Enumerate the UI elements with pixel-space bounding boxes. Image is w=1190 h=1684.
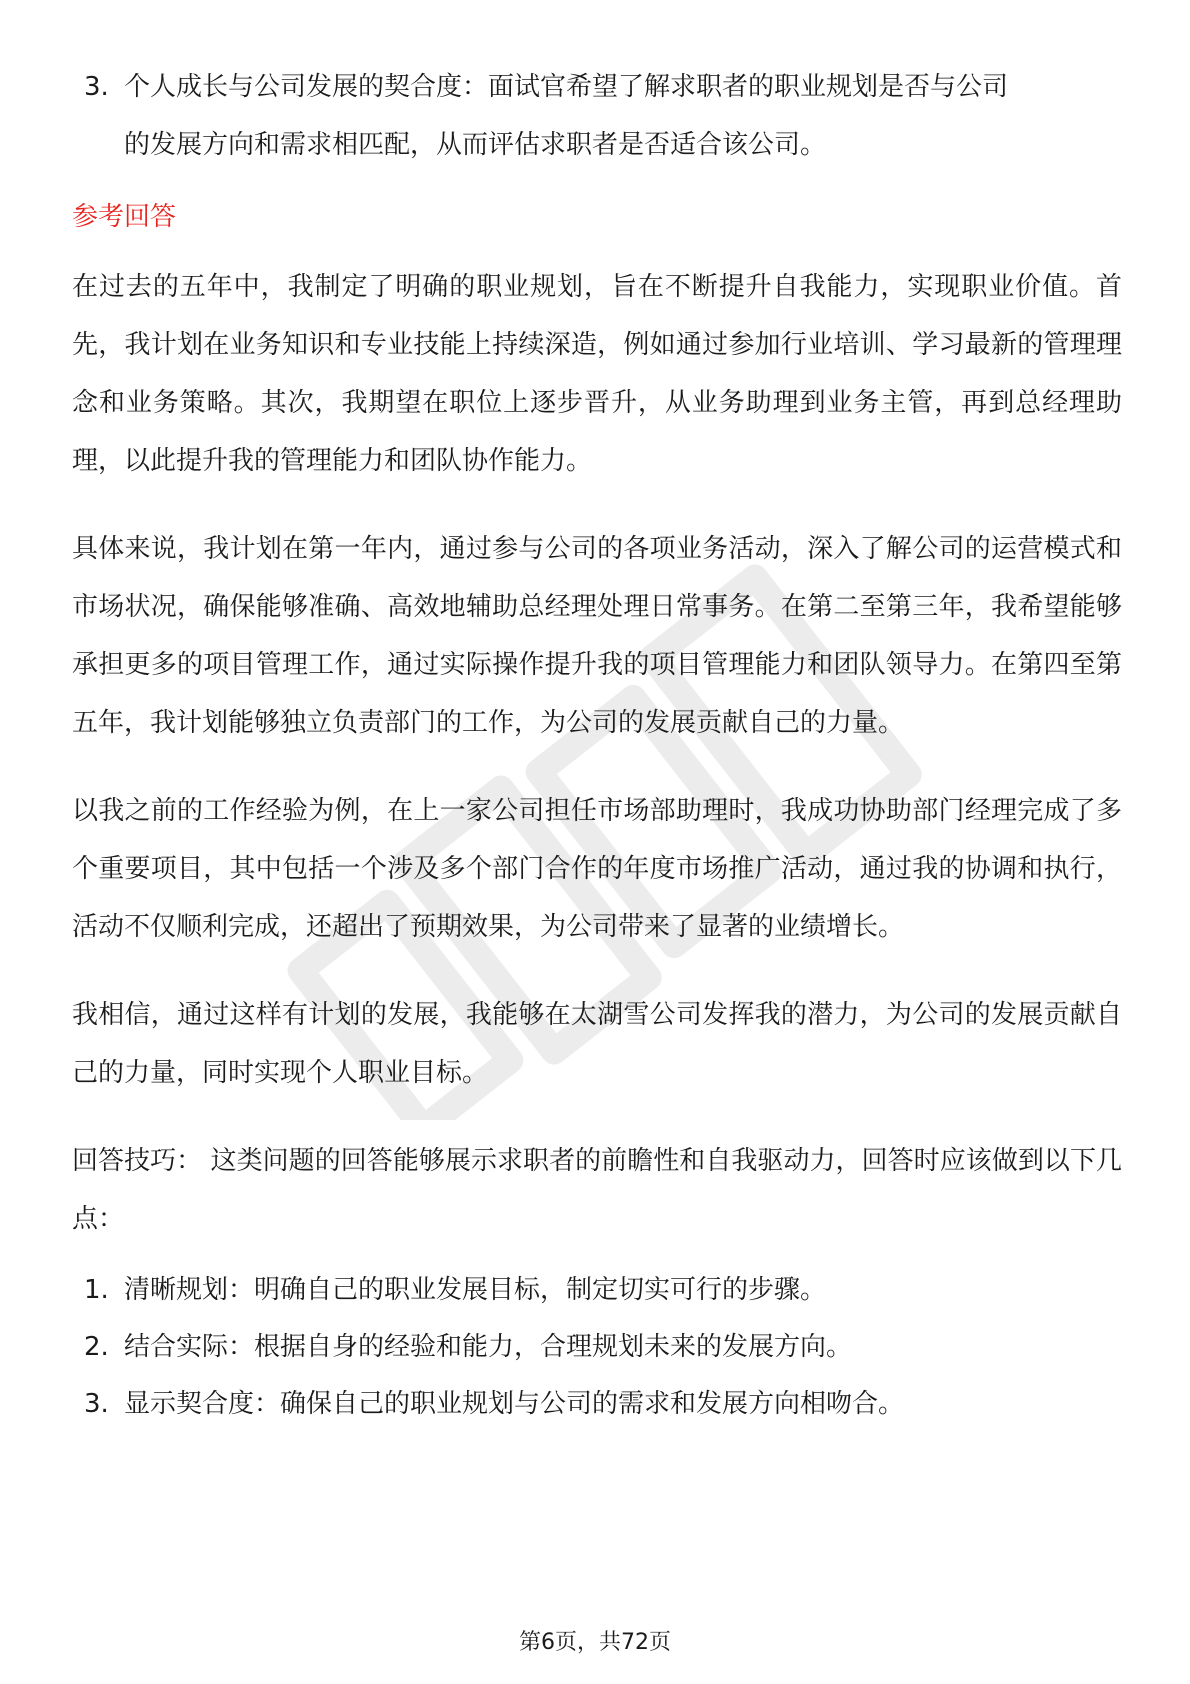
tips-list: [72, 1262, 1122, 1433]
answer-paragraph-1: 在过去的五年中，我制定了明确的职业规划，旨在不断提升自我能力，实现职业价值。首先，我计划在业务知识和专业技能上持续深造，例如通过参加行业培训、学习最新的管理理念和业务策略。其次，我期望在职位上逐步晋升，从业务助理到业务主管，再到总经理助理，以此提升我的管理能力和团队协作能力。: [72, 272, 1122, 476]
criteria-list: [72, 58, 1122, 174]
answer-paragraph-4: 我相信，通过这样有计划的发展，我能够在太湖雪公司发挥我的潜力，为公司的发展贡献自己的力量，同时实现个人职业目标。: [72, 1000, 1122, 1088]
criteria-item-3: [72, 58, 1122, 174]
tip-text: 显示契合度：确保自己的职业规划与公司的需求和发展方向相吻合。: [124, 1389, 905, 1419]
tip-item-1: [72, 1262, 1122, 1319]
answer-paragraph-3: 以我之前的工作经验为例，在上一家公司担任市场部助理时，我成功协助部门经理完成了多个重要项目，其中包括一个涉及多个部门合作的年度市场推广活动，通过我的协调和执行，活动不仅顺利完成，还超出了预期效果，为公司带来了显著的业绩增长。: [72, 796, 1122, 942]
list-number: 3.: [84, 1389, 109, 1419]
criteria-text-line2: 的发展方向和需求相匹配，从而评估求职者是否适合该公司。: [124, 130, 827, 160]
page-footer: 第6页，共72页: [519, 1630, 671, 1655]
page-content: [72, 58, 1122, 1433]
answer-tips-intro: 回答技巧： 这类问题的回答能够展示求职者的前瞻性和自我驱动力，回答时应该做到以下几点：: [72, 1146, 1122, 1234]
answer-paragraph-2: 具体来说，我计划在第一年内，通过参与公司的各项业务活动，深入了解公司的运营模式和市场状况，确保能够准确、高效地辅助总经理处理日常事务。在第二至第三年，我希望能够承担更多的项目管理工作，通过实际操作提升我的项目管理能力和团队领导力。在第四至第五年，我计划能够独立负责部门的工作，为公司的发展贡献自己的力量。: [72, 534, 1122, 738]
list-number: 1.: [84, 1275, 109, 1305]
criteria-text-line1: 个人成长与公司发展的契合度：面试官希望了解求职者的职业规划是否与公司: [124, 72, 1009, 102]
tip-item-3: [72, 1376, 1122, 1433]
list-number: 2.: [84, 1332, 109, 1362]
tip-item-2: [72, 1319, 1122, 1376]
tip-text: 结合实际：根据自身的经验和能力，合理规划未来的发展方向。: [124, 1332, 853, 1362]
tip-text: 清晰规划：明确自己的职业发展目标，制定切实可行的步骤。: [124, 1275, 827, 1305]
list-number: 3.: [84, 72, 109, 102]
reference-answer-heading: 参考回答: [72, 202, 177, 232]
